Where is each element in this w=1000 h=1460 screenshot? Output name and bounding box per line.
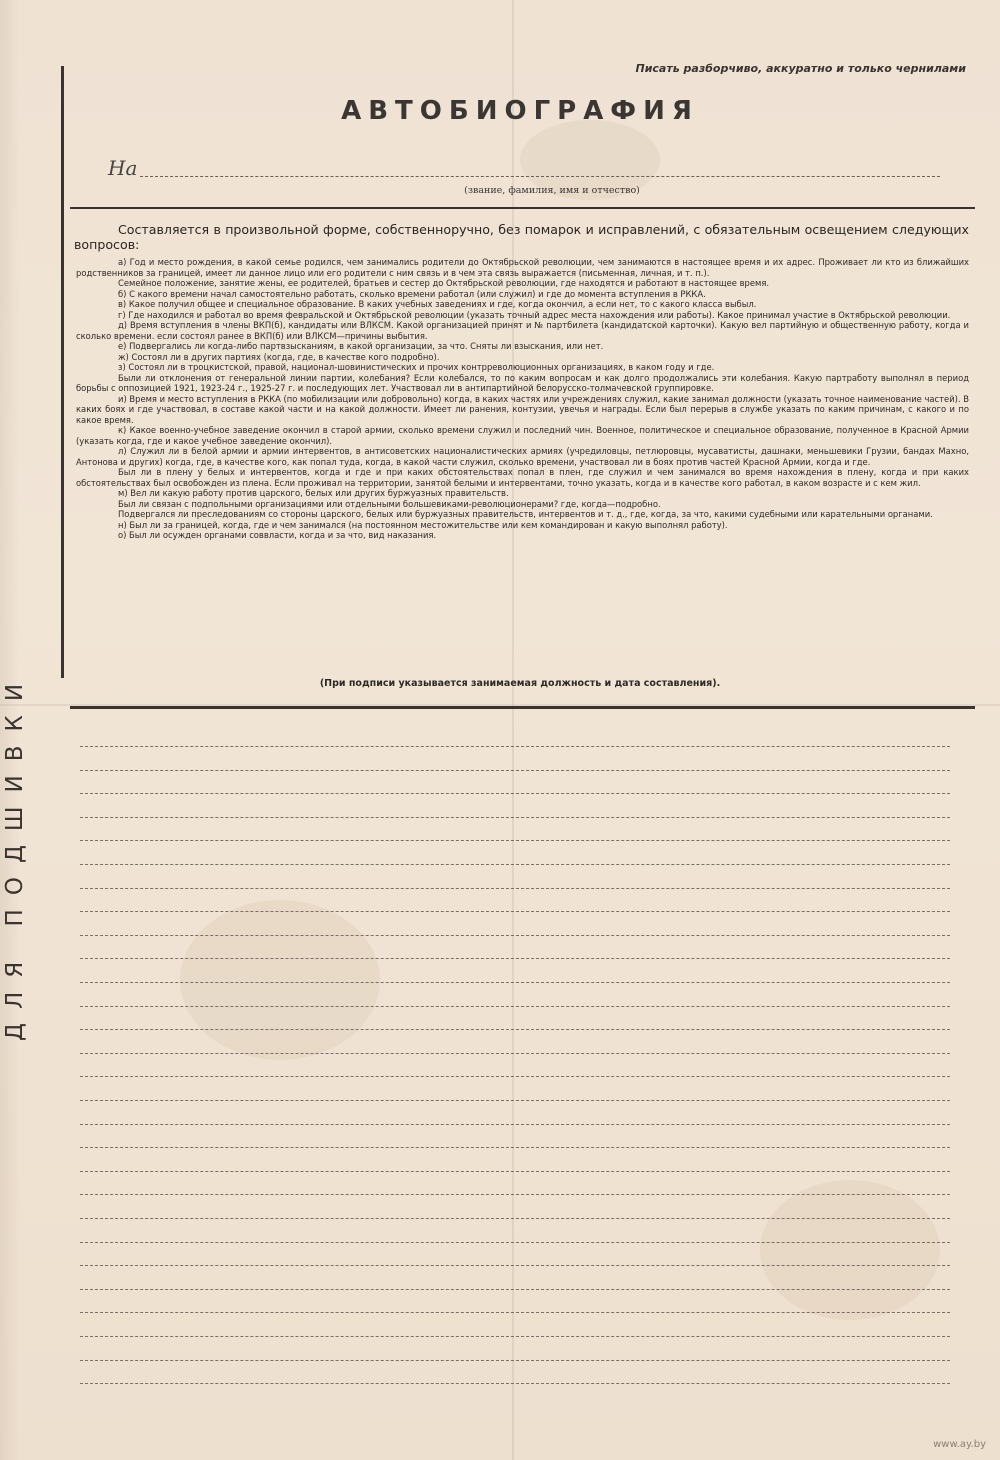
ink-instruction: Писать разборчиво, аккуратно и только чернилами: [635, 62, 966, 75]
writing-line[interactable]: [80, 1312, 950, 1313]
writing-line[interactable]: [80, 1053, 950, 1054]
question-item: г) Где находился и работал во время февральской и Октябрьской революции (указать точный адрес места нахождения или работы). Какое принимал участие в Октябрьской революции.: [118, 309, 951, 320]
question-item: д) Время вступления в члены ВКП(б), кандидаты или ВЛКСМ. Какой организацией принят и № партбилета (кандидатской карточки). Какую вел партийную и общественную работу, когда и сколько времени. если состоял ранее в ВКП(б) или ВЛКСМ—причины выбытия.: [76, 320, 969, 341]
writing-line[interactable]: [80, 864, 950, 865]
writing-line[interactable]: [80, 840, 950, 841]
writing-line[interactable]: [80, 1289, 950, 1290]
addressee-field-line[interactable]: [140, 176, 940, 177]
question-item: к) Какое военно-учебное заведение окончил в старой армии, сколько времени служил и последний чин. Военное, политическое и специальное образование, полученное в Красной Армии (указать когда, где и какое учебное заведение окончил).: [76, 425, 969, 446]
question-item: в) Какое получил общее и специальное образование. В каких учебных заведениях и где, когда окончил, а если нет, то с какого класса выбыл.: [118, 299, 757, 309]
paper-stain: [180, 900, 380, 1060]
header-rule: [70, 207, 975, 209]
question-item: Был ли в плену у белых и интервентов, когда и где и при каких обстоятельствах попал в плен, где служил и чем занимался во время нахождения в плену, когда и при каких обстоятельствах был освобожден из плена. Если проживал на территории, занятой белыми и интервентами, точно указать, когда и в качестве кого работал, в каком возрасте и с кем жил.: [76, 467, 969, 488]
writing-line[interactable]: [80, 1383, 950, 1384]
page-title: АВТОБИОГРАФИЯ: [341, 96, 699, 126]
questions-list: [76, 257, 969, 541]
question-item: и) Время и место вступления в РККА (по мобилизации или добровольно) когда, в каких частях или учреждениях служил, какие занимал должности (указать точное наименование частей). В каких боях и где участвовал, в составе какой части и на какой должности. Имеет ли ранения, контузии, увечья и награды. Если был перерыв в службе указать по каким причинам, с какого и по какое время.: [76, 393, 969, 425]
question-item: Был ли связан с подпольными организациями или отдельными большевиками-революционерами? где, когда—подробно.: [118, 498, 661, 509]
writing-line[interactable]: [80, 1336, 950, 1337]
question-item: е) Подвергались ли когда-либо партвзысканиям, в какой организации, за что. Сняты ли взыскания, или нет.: [118, 341, 604, 351]
writing-line[interactable]: [80, 817, 950, 818]
writing-line[interactable]: [80, 1029, 950, 1030]
question-item: Были ли отклонения от генеральной линии партии, колебания? Если колебался, то по каким вопросам и как долго продолжались эти колебания. Какую партработу выполнял в период борьбы с оппозицией 1921, 1923-24 г., 1925-27 г. и последующих лет. Участвовал ли в антипартийной белорусско-толмачевской группировке.: [76, 372, 969, 393]
intro-text: Составляется в произвольной форме, собственноручно, без помарок и исправлений, с обязательным освещением следующих вопросов:: [74, 222, 969, 252]
question-item: ж) Состоял ли в других партиях (когда, где, в качестве кого подробно).: [118, 351, 440, 362]
writing-line[interactable]: [80, 1242, 950, 1243]
writing-line[interactable]: [80, 770, 950, 771]
question-item: н) Был ли за границей, когда, где и чем занимался (на постоянном местожительстве или кем командирован и какую выполнял работу).: [118, 519, 728, 530]
writing-line[interactable]: [80, 982, 950, 983]
site-watermark: www.ay.by: [933, 1439, 986, 1450]
section-rule: [70, 706, 975, 709]
writing-line[interactable]: [80, 935, 950, 936]
binding-label: ДЛЯ ПОДШИВКИ: [2, 669, 28, 1041]
question-item: м) Вел ли какую работу против царского, белых или других буржуазных правительств.: [118, 488, 509, 498]
writing-line[interactable]: [80, 1100, 950, 1101]
writing-line[interactable]: [80, 1006, 950, 1007]
writing-line[interactable]: [80, 1171, 950, 1172]
question-item: з) Состоял ли в троцкистской, правой, национал-шовинистических и прочих контрреволюционных организациях, в каком году и где.: [118, 362, 715, 372]
question-item: б) С какого времени начал самостоятельно работать, сколько времени работал (или служил) и где до момента вступления в РККА.: [118, 288, 706, 299]
question-item: а) Год и место рождения, в какой семье родился, чем занимались родители до Октябрьской революции, чем занимаются в настоящее время и их адрес. Проживает ли кто из ближайших родственников за границей, имеет ли данное лицо или его родители с ним связь и в чем эта связь выражается (письменная, личная, и т. п.).: [76, 257, 969, 278]
writing-line[interactable]: [80, 1147, 950, 1148]
paper-stain: [760, 1180, 940, 1320]
signature-note: (При подписи указывается занимаемая должность и дата составления).: [319, 678, 721, 689]
addressee-caption: (звание, фамилия, имя и отчество): [464, 185, 640, 196]
addressee-label: На: [108, 156, 138, 180]
question-item: л) Служил ли в белой армии и армии интервентов, в антисоветских националистических армиях (учредиловцы, петлюровцы, мусаватисты, дашнаки, меньшевики Грузии, бандах Махно, Антонова и других) когда, где, в качестве кого, как попал туда, когда, в какой части служил, сколько времени, участвовал ли в боях против частей Красной Армии, когда и где.: [76, 446, 969, 467]
writing-line[interactable]: [80, 1218, 950, 1219]
writing-line[interactable]: [80, 793, 950, 794]
writing-line[interactable]: [80, 1076, 950, 1077]
writing-line[interactable]: [80, 911, 950, 912]
writing-line[interactable]: [80, 1194, 950, 1195]
writing-line[interactable]: [80, 958, 950, 959]
question-item: о) Был ли осужден органами соввласти, когда и за что, вид наказания.: [118, 530, 437, 540]
question-item: Семейное положение, занятие жены, ее родителей, братьев и сестер до Октябрьской революции, где находятся и работают в настоящее время.: [118, 278, 770, 288]
writing-line[interactable]: [80, 1124, 950, 1125]
question-item: Подвергался ли преследованиям со стороны царского, белых или буржуазных правительств, интервентов и т. д., где, когда, за что, какими судебными или карательными органами.: [118, 509, 933, 519]
writing-line[interactable]: [80, 1265, 950, 1266]
writing-line[interactable]: [80, 746, 950, 747]
writing-line[interactable]: [80, 888, 950, 889]
binding-margin-line: [61, 66, 64, 678]
writing-line[interactable]: [80, 1360, 950, 1361]
